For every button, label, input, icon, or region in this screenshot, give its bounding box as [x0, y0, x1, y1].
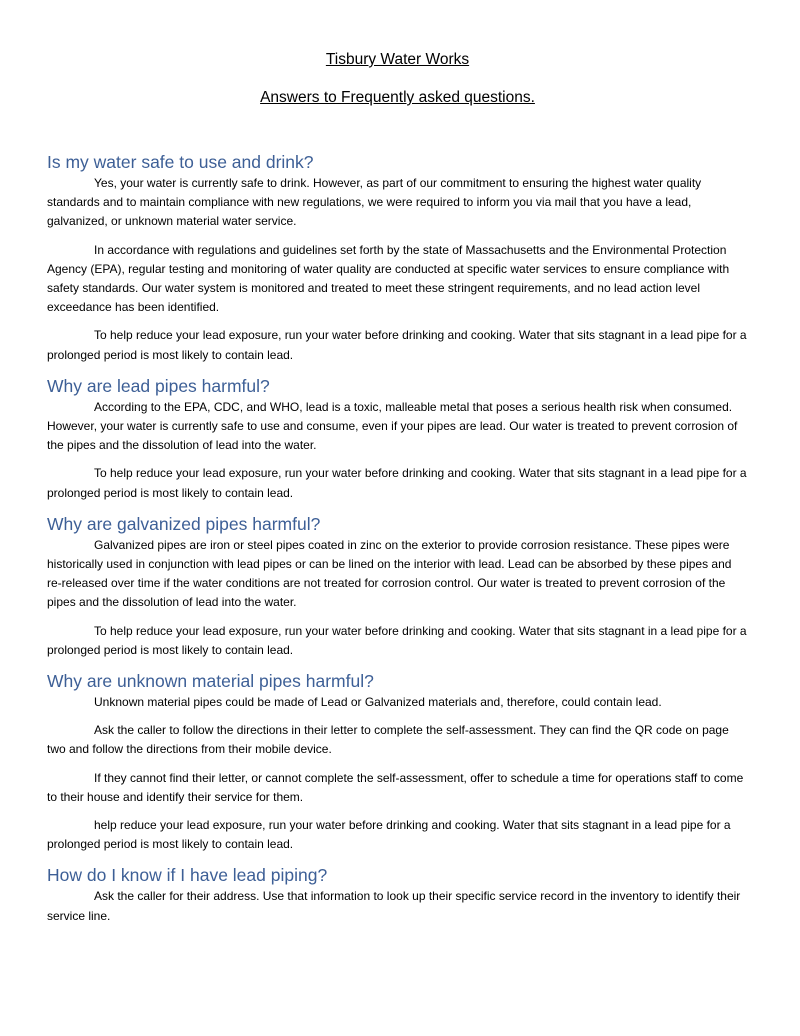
- paragraph: To help reduce your lead exposure, run your water before drinking and cooking. Water that sits stagnant in a lead pipe for a prolonged period is most likely to contain lead.: [47, 328, 747, 362]
- document-subtitle: Answers to Frequently asked questions.: [260, 89, 535, 106]
- paragraph: If they cannot find their letter, or cannot complete the self-assessment, offer to schedule a time for operations staff to come to their house and identify their service for them.: [47, 770, 744, 804]
- section-heading: Why are unknown material pipes harmful?: [47, 671, 374, 692]
- section-identify-lead-piping: [47, 863, 748, 925]
- section-water-safety: [47, 150, 748, 365]
- paragraph: help reduce your lead exposure, run your water before drinking and cooking. Water that sits stagnant in a lead pipe for a prolonged period is most likely to contain lead.: [47, 818, 731, 852]
- section-heading: Why are lead pipes harmful?: [47, 375, 270, 396]
- section-galvanized-pipes: [47, 512, 748, 660]
- section-heading: How do I know if I have lead piping?: [47, 865, 328, 886]
- paragraph: Unknown material pipes could be made of Lead or Galvanized materials and, therefore, could contain lead.: [94, 695, 662, 710]
- paragraph: In accordance with regulations and guidelines set forth by the state of Massachusetts and the Environmental Protection Agency (EPA), regular testing and monitoring of water quality are conducted at specific water services to ensure compliance with safety standards. Our water system is monitored and treated to meet these stringent requirements, and no lead action level exceedance has been identified.: [47, 242, 730, 315]
- section-heading: Is my water safe to use and drink?: [47, 152, 314, 172]
- document-title: Tisbury Water Works: [325, 51, 470, 68]
- paragraph: According to the EPA, CDC, and WHO, lead is a toxic, malleable metal that poses a serious health risk when consumed. However, your water is currently safe to use and consume, even if your pipes are lead. Our water is treated to prevent corrosion of the pipes and the dissolution of lead into the water.: [47, 399, 738, 453]
- section-unknown-material-pipes: [47, 669, 748, 854]
- section-heading: Why are galvanized pipes harmful?: [47, 513, 321, 534]
- paragraph: To help reduce your lead exposure, run your water before drinking and cooking. Water that sits stagnant in a lead pipe for a prolonged period is most likely to contain lead.: [47, 466, 747, 500]
- paragraph: Ask the caller for their address. Use that information to look up their specific service record in the inventory to identify their service line.: [47, 889, 741, 923]
- paragraph: Galvanized pipes are iron or steel pipes coated in zinc on the exterior to provide corrosion resistance. These pipes were historically used in conjunction with lead pipes or can be lined on the interior with lead. Lead can be absorbed by these pipes and re-released over time if the water conditions are not treated for corrosion control. Our water is treated to prevent corrosion of the pipes and the dissolution of lead into the water.: [47, 537, 732, 610]
- paragraph: To help reduce your lead exposure, run your water before drinking and cooking. Water that sits stagnant in a lead pipe for a prolonged period is most likely to contain lead.: [47, 623, 747, 657]
- section-lead-pipes: [47, 374, 748, 503]
- paragraph: Ask the caller to follow the directions in their letter to complete the self-assessment. They can find the QR code on page two and follow the directions from their mobile device.: [47, 723, 729, 757]
- paragraph: Yes, your water is currently safe to drink. However, as part of our commitment to ensuring the highest water quality standards and to maintain compliance with new regulations, we were required to inform you via mail that you have a lead, galvanized, or unknown material water service.: [47, 176, 702, 229]
